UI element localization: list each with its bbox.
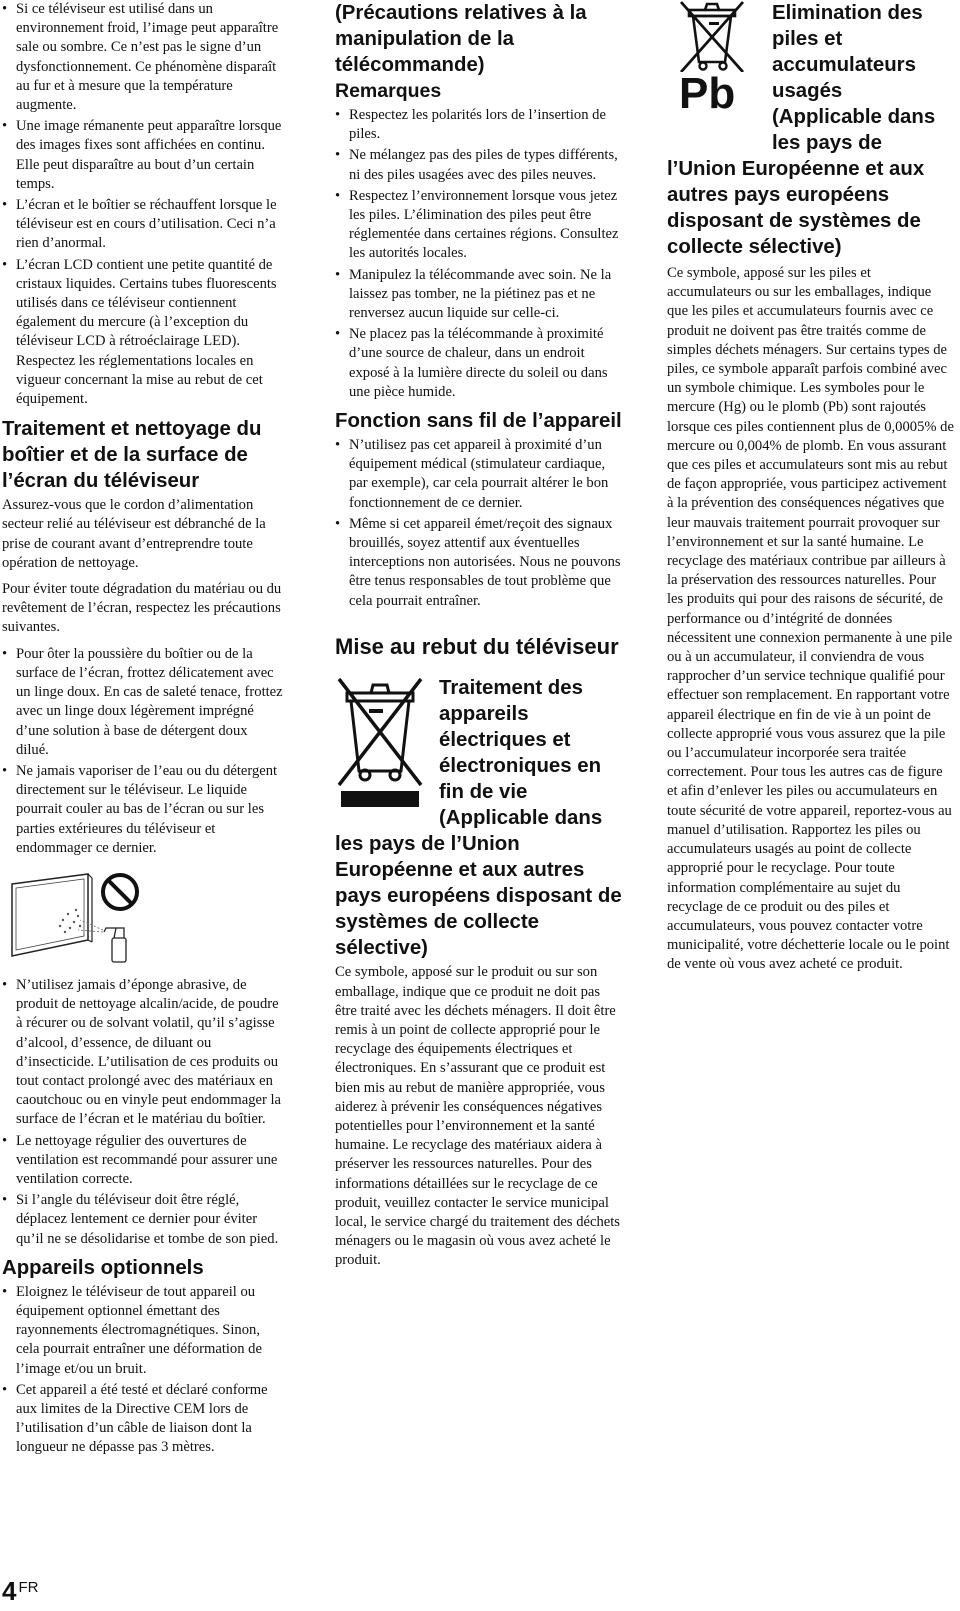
heading-notes: Remarques (335, 80, 442, 102)
battery-text: Ce symbole, apposé sur les piles et accumulateurs ou sur les emballages, indique que les piles et accumulateurs fournis avec ce produit ne doivent pas être traités comme de simples déchets ménagers. Sur certains types de piles, ce symbole apparaît parfois combiné avec un symbole chimique. Les symboles pour le mercure (Hg) ou le plomb (Pb) sont rajoutés lorsque ces piles contiennent plus de 0,0005% de mercure ou 0,004% de plomb. En vous assurant que ces piles et accumulateurs sont mis au rebut de façon appropriée, vous participez activement à la prévention des conséquences négatives que leur mauvais traitement pourrait provoquer sur l’environnement et sur la santé humaine. Le recyclage des matériaux contribue par ailleurs à la préservation des ressources naturelles. Pour les produits qui pour des raisons de sécurité, de performance ou d’intégrité de données nécessitent une connexion permanente à une pile ou à un accumulateur, il conviendra de vous rapprocher d’un service technique qualifié pour effectuer son remplacement. En rapportant votre appareil électrique en fin de vie à un point de collecte approprié vous vous assurez que la pile ou l’accumulateur incorporée sera traitée correctement. Pour tous les autres cas de figure et afin d’enlever les piles ou accumulateurs en toute sécurité de votre appareil, reportez-vous au manuel d’utilisation. Rapportez les piles ou accumulateurs usagés au point de collecte approprié pour le recyclage. Pour toute information complémentaire au sujet du recyclage de ce produit ou des piles et accumulateurs, vous pouvez contacter votre municipalité, votre déchetterie locale ou le point de vente où vous avez acheté ce produit. (667, 265, 954, 973)
list-item: • Respectez les polarités lors de l’insertion de piles. (335, 106, 625, 144)
bullets-top (2, 0, 284, 409)
list-item: • Ne mélangez pas des piles de types différents, ni des piles usagées avec des piles neuves. (335, 146, 625, 184)
crossed-bin-pb-icon (667, 0, 757, 72)
list-item: • Pour ôter la poussière du boîtier ou de la surface de l’écran, frottez délicatement avec un linge doux. En cas de saleté tenace, frottez avec un linge doux légèrement imprégné d’une solution à base de détergent doux dilué. (2, 645, 284, 760)
list-item: • Une image rémanente peut apparaître lorsque des images fixes sont affichées en continu. Elle peut disparaître au bout d’un certain temps. (2, 117, 284, 194)
column-right (667, 0, 955, 975)
bullets-cleaning (2, 645, 284, 858)
paragraph: Assurez-vous que le cordon d’alimentation secteur relié au téléviseur est débranché de la prise de courant avant d’entreprendre toute opération de nettoyage. (2, 497, 266, 571)
language-code: FR (18, 1579, 39, 1596)
no-spray-illustration (8, 870, 284, 968)
heading-wireless: Fonction sans fil de l’appareil (335, 410, 622, 433)
bullets-cleaning-2 (2, 976, 284, 1249)
list-item: • Eloignez le téléviseur de tout appareil ou équipement optionnel émettant des rayonnements électromagnétiques. Sinon, cela pourrait entraîner une déformation de l’image et/ou un bruit. (2, 1283, 284, 1379)
bullets-remote (335, 106, 625, 402)
list-item: • Le nettoyage régulier des ouvertures de ventilation est recommandé pour assurer une ventilation correcte. (2, 1132, 284, 1190)
battery-block (667, 0, 955, 975)
crossed-bin-icon (335, 675, 425, 809)
heading-disposal: Mise au rebut du téléviseur (335, 633, 619, 659)
list-item: • Respectez l’environnement lorsque vous jetez les piles. L’élimination des piles peut être réglementée dans certaines régions. Consultez les autorités locales. (335, 187, 625, 264)
heading-remote: (Précautions relatives à la manipulation de la télécommande) (335, 2, 587, 76)
bullets-optional (2, 1283, 284, 1458)
list-item: • N’utilisez jamais d’éponge abrasive, de produit de nettoyage alcalin/acide, de poudre à récurer ou de solvant volatil, qu’il s’agisse d’alcool, d’essence, de diluant ou d’insecticide. L’utilisation de ces produits ou tout contact prolongé avec des matériaux en caoutchouc ou en vinyle peut endommager la surface de l’écran et le matériau du boîtier. (2, 976, 284, 1130)
page-number (2, 1576, 38, 1607)
weee-block (335, 675, 625, 1270)
column-middle (335, 0, 625, 1271)
list-item: • Ne placez pas la télécommande à proximité d’une source de chaleur, dans un endroit exposé à la lumière directe du soleil ou dans une pièce humide. (335, 325, 625, 402)
list-item: • Même si cet appareil émet/reçoit des signaux brouillés, soyez attentif aux éventuelles interceptions non autorisées. Nous ne pouvons être tenus responsables de tout problème que cela pourrait entraîner. (335, 515, 625, 611)
column-left (2, 0, 284, 1460)
battery-heading: Elimination des piles et accumulateurs usagés (Applicable dans les pays de l’Union Européenne et aux autres pays européens disposant de systèmes de collecte sélective) (667, 2, 936, 258)
list-item: • Cet appareil a été testé et déclaré conforme aux limites de la Directive CEM lors de l’utilisation d’un câble de liaison dont la longueur ne dépasse pas 3 mètres. (2, 1381, 284, 1458)
list-item: • Manipulez la télécommande avec soin. Ne la laissez pas tomber, ne la piétinez pas et ne renversez aucun liquide sur celle-ci. (335, 266, 625, 324)
weee-heading: Traitement des appareils électriques et électroniques en fin de vie (Applicable dans les pays de l’Union Européenne et aux autres pays européens disposant de systèmes de collecte sélective) (335, 677, 622, 960)
paragraph: Pour éviter toute dégradation du matériau ou du revêtement de l’écran, respectez les précautions suivantes. (2, 581, 282, 636)
list-item: • Si l’angle du téléviseur doit être réglé, déplacez lentement ce dernier pour éviter qu’il ne se désolidarise et tombe de son pied. (2, 1191, 284, 1249)
no-spray-icon (8, 870, 158, 968)
list-item: • L’écran et le boîtier se réchauffent lorsque le téléviseur est en cours d’utilisation. Ceci n’a rien d’anormal. (2, 196, 284, 254)
list-item: • Si ce téléviseur est utilisé dans un environnement froid, l’image peut apparaître sale ou sombre. Ce n’est pas le signe d’un dysfonctionnement. Ce phénomène disparaît au fur et à mesure que la température augmente. (2, 0, 284, 115)
list-item: • Ne jamais vaporiser de l’eau ou du détergent directement sur le téléviseur. Le liquide pourrait couler au bas de l’écran ou sur les parties extérieures du téléviseur et endommager ce dernier. (2, 762, 284, 858)
pb-symbol: Pb (679, 69, 736, 118)
battery-symbol (667, 0, 772, 150)
bullets-wireless (335, 436, 625, 611)
list-item: • L’écran LCD contient une petite quantité de cristaux liquides. Certains tubes fluorescents utilisés dans ce téléviseur contiennent également du mercure (à l’exception du téléviseur LCD à rétroéclairage LED). Respectez les réglementations locales en vigueur concernant la mise au rebut de cet équipement. (2, 256, 284, 410)
weee-text: Ce symbole, apposé sur le produit ou sur son emballage, indique que ce produit ne doit pas être traité avec les déchets ménagers. Il doit être remis à un point de collecte approprié pour le recyclage des équipements électriques et électroniques. En s’assurant que ce produit est bien mis au rebut de manière appropriée, vous aiderez à prévenir les conséquences négatives potentielles pour l’environnement et la santé humaine. Le recyclage des matériaux aidera à préserver les ressources naturelles. Pour des informations détaillées sur le recyclage de ce produit, veuillez contacter le service municipal local, le service chargé du traitement des déchets ménagers ou le magasin où vous avez acheté le produit. (335, 964, 620, 1269)
heading-optional: Appareils optionnels (2, 1256, 204, 1279)
list-item: • N’utilisez pas cet appareil à proximité d’un équipement médical (stimulateur cardiaque, par exemple), car cela pourrait altérer le bon fonctionnement de ce dernier. (335, 436, 625, 513)
weee-symbol (335, 675, 439, 815)
heading-cleaning: Traitement et nettoyage du boîtier et de la surface de l’écran du téléviseur (2, 418, 262, 493)
page-number-value: 4 (2, 1576, 17, 1606)
